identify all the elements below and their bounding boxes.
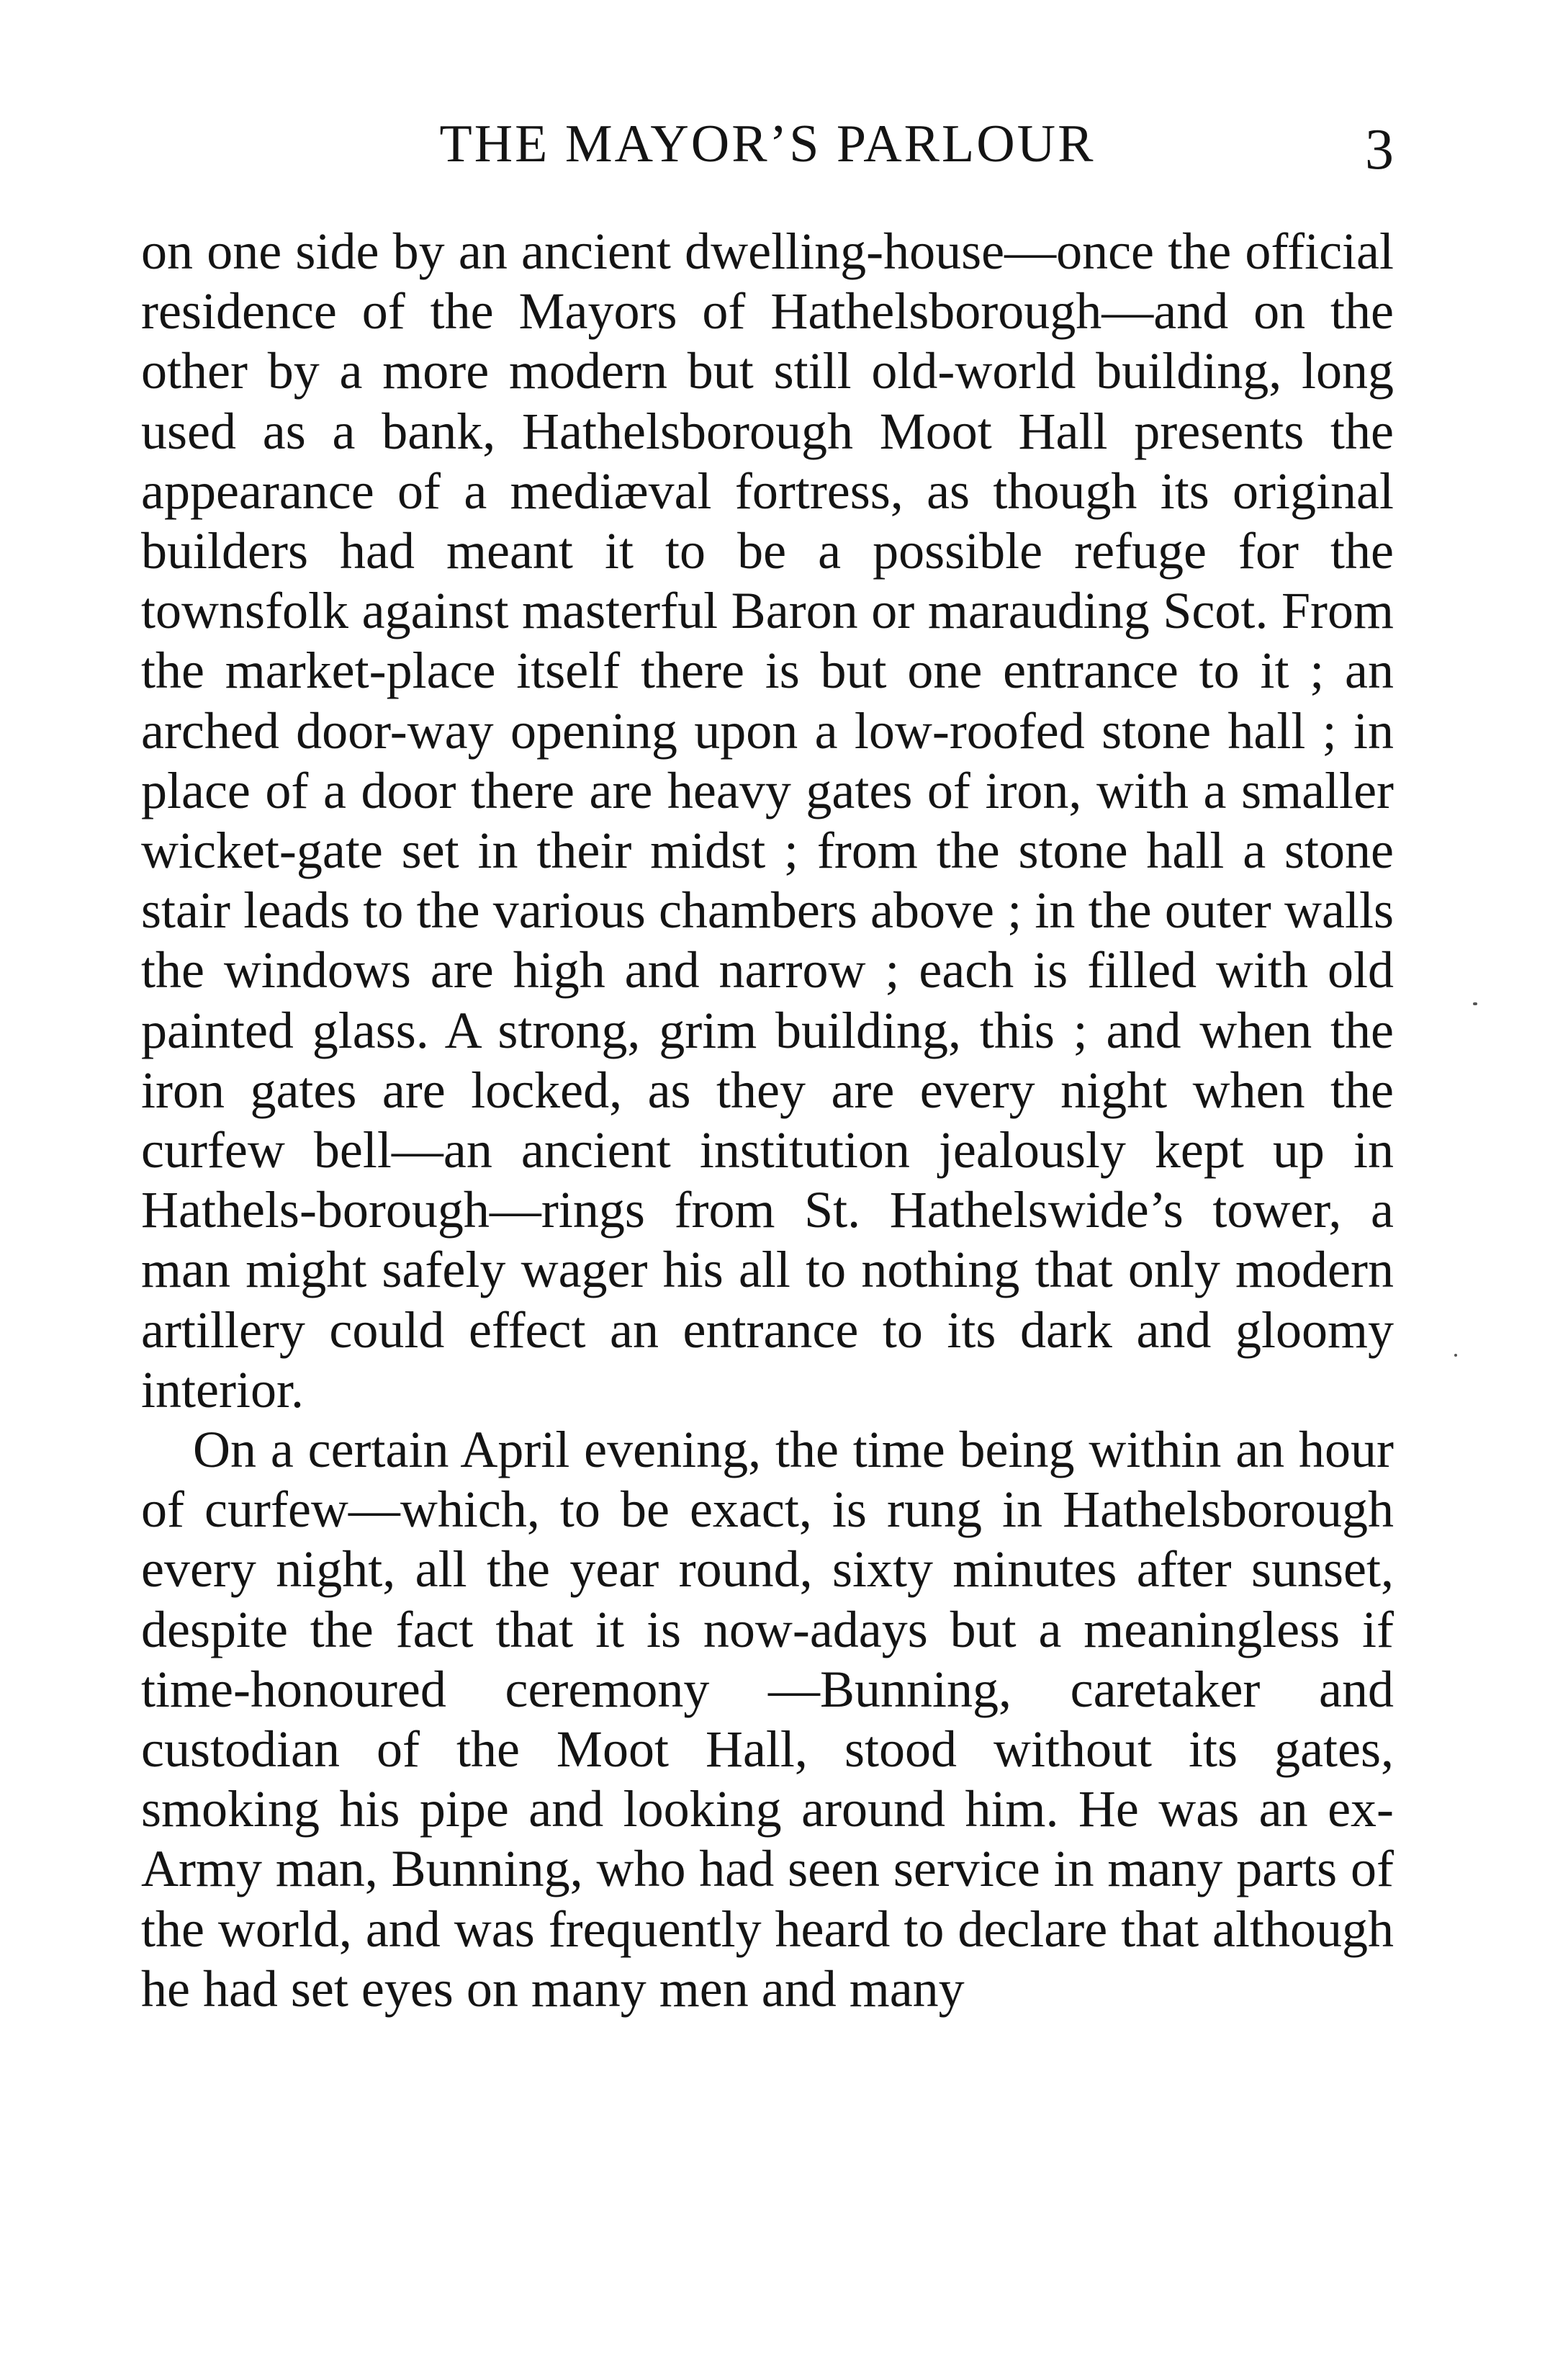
print-speck bbox=[1454, 1354, 1457, 1357]
paragraph-1: on one side by an ancient dwelling-house—once the official residence of the Mayors of Hathelsborough—and on the other by a more modern but still old-world building, long used as a bank, Hathelsborough Moot Hall presents the appearance of a mediæval fortress, as though its original builders had meant it to be a possible refuge for the townsfolk against masterful Baron or marauding Scot. From the market-place itself there is but one entrance to it ; an arched door-way opening upon a low-roofed stone hall ; in place of a door there are heavy gates of iron, with a smaller wicket-gate set in their midst ; from the stone hall a stone stair leads to the various chambers above ; in the outer walls the windows are high and narrow ; each is filled with old painted glass. A strong, grim building, this ; and when the iron gates are locked, as they are every night when the curfew bell—an ancient institution jealously kept up in Hathels-borough—rings from St. Hathelswide’s tower, a man might safely wager his all to nothing that only modern artillery could effect an entrance to its dark and gloomy interior. bbox=[141, 223, 1394, 1419]
paragraph-2: On a certain April evening, the time being within an hour of curfew—which, to be exact, is rung in Hathelsborough every night, all the year round, sixty minutes after sunset, despite the fact that it is now-adays but a meaningless if time-honoured ceremony —Bunning, caretaker and custodian of the Moot Hall, stood without its gates, smoking his pipe and looking around him. He was an ex-Army man, Bunning, who had seen service in many parts of the world, and was frequently heard to declare that although he had set eyes on many men and many bbox=[141, 1421, 1394, 2018]
running-head bbox=[141, 108, 1394, 180]
body-text bbox=[141, 222, 1394, 2019]
running-head-title: THE MAYOR’S PARLOUR bbox=[439, 114, 1096, 174]
page-number: 3 bbox=[1365, 118, 1394, 181]
print-speck bbox=[1473, 1002, 1477, 1005]
